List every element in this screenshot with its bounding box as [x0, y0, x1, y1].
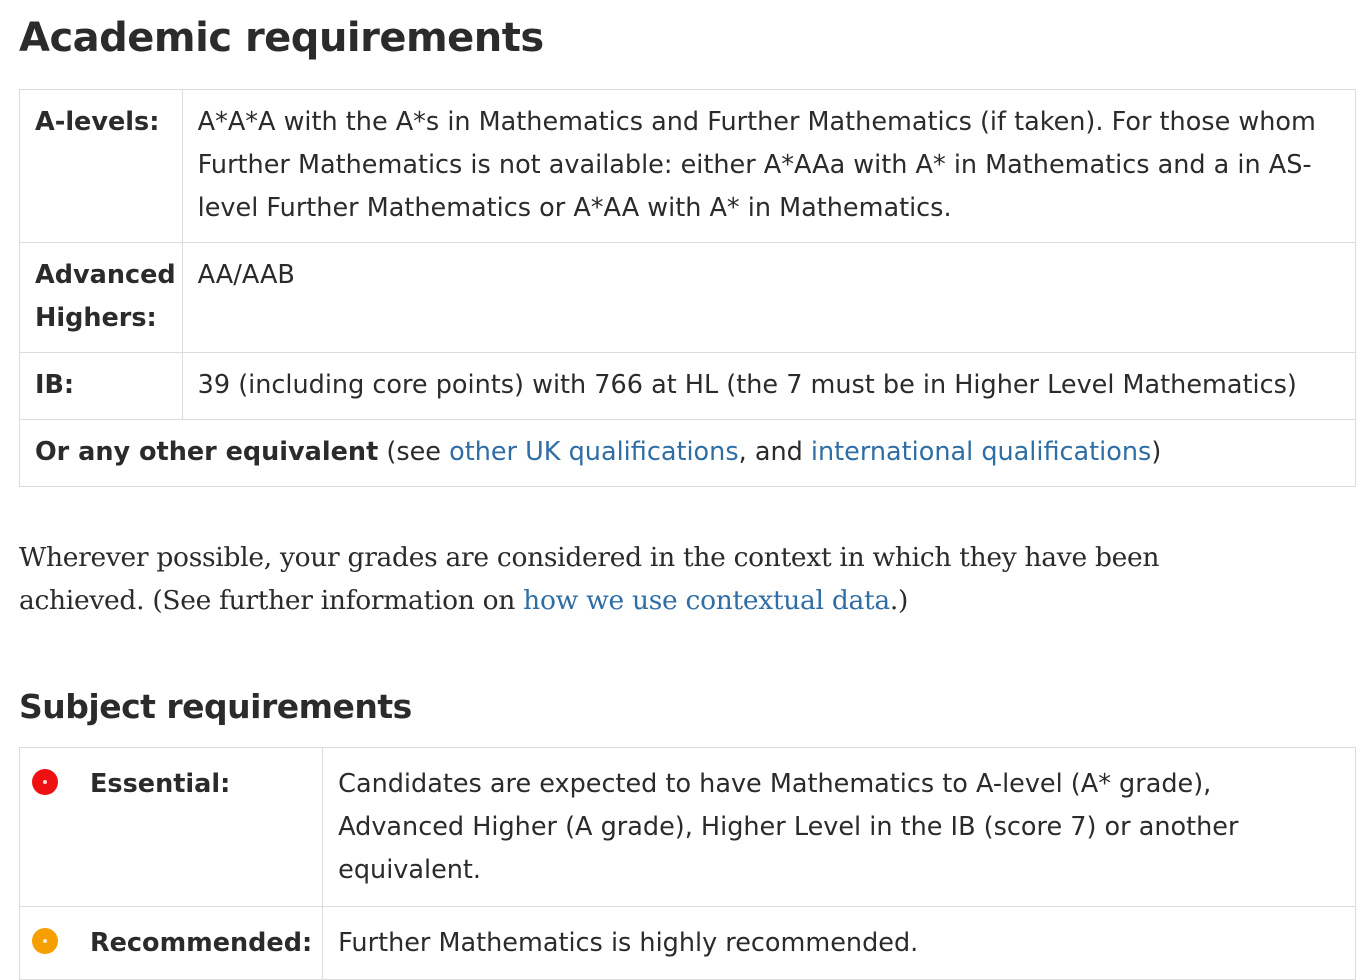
recommended-label-cell — [20, 907, 323, 980]
context-text-close: .) — [889, 585, 908, 616]
equivalent-cell — [20, 420, 1356, 487]
a-levels-value: A*A*A with the A*s in Mathematics and Further Mathematics (if taken). For those whom Further Mathematics is not available: either A*AAa with A* in Mathematics and a in AS-level Further Mathematics or A*AA with A* in Mathematics. — [182, 90, 1355, 243]
subject-requirements-heading: Subject requirements — [19, 687, 412, 726]
recommended-orange-dot-icon — [32, 928, 58, 954]
academic-requirements-heading: Academic requirements — [19, 15, 544, 61]
essential-red-dot-icon — [32, 769, 58, 795]
context-text: Wherever possible, your grades are considered in the context in which they have been achieved. (See further information on — [19, 542, 1160, 616]
other-uk-qualifications-link[interactable]: other UK qualifications — [449, 437, 739, 467]
essential-label: Essential: — [90, 769, 231, 799]
a-levels-label: A-levels: — [20, 90, 183, 243]
academic-requirements-table — [19, 89, 1356, 487]
table-row-a-levels — [20, 90, 1356, 243]
table-row-advanced-highers — [20, 243, 1356, 353]
advanced-highers-label: Advanced Highers: — [20, 243, 183, 353]
equivalent-text-close: ) — [1151, 437, 1162, 467]
table-row-essential — [20, 748, 1356, 907]
contextual-data-link[interactable]: how we use contextual data — [523, 585, 890, 616]
contextual-grades-paragraph — [19, 536, 1179, 622]
equivalent-label: Or any other equivalent — [35, 437, 379, 467]
recommended-value: Further Mathematics is highly recommended. — [323, 907, 1356, 980]
subject-requirements-table — [19, 747, 1356, 980]
table-row-equivalent — [20, 420, 1356, 487]
table-row-ib — [20, 353, 1356, 420]
table-row-recommended — [20, 907, 1356, 980]
ib-label: IB: — [20, 353, 183, 420]
essential-value: Candidates are expected to have Mathematics to A-level (A* grade), Advanced Higher (A grade), Higher Level in the IB (score 7) or another equivalent. — [323, 748, 1356, 907]
essential-label-cell — [20, 748, 323, 907]
ib-value: 39 (including core points) with 766 at HL (the 7 must be in Higher Level Mathematics) — [182, 353, 1355, 420]
equivalent-text-open: (see — [378, 437, 450, 467]
recommended-label: Recommended: — [90, 928, 313, 958]
equivalent-text-mid: , and — [738, 437, 811, 467]
advanced-highers-value: AA/AAB — [182, 243, 1355, 353]
international-qualifications-link[interactable]: international qualifications — [810, 437, 1152, 467]
